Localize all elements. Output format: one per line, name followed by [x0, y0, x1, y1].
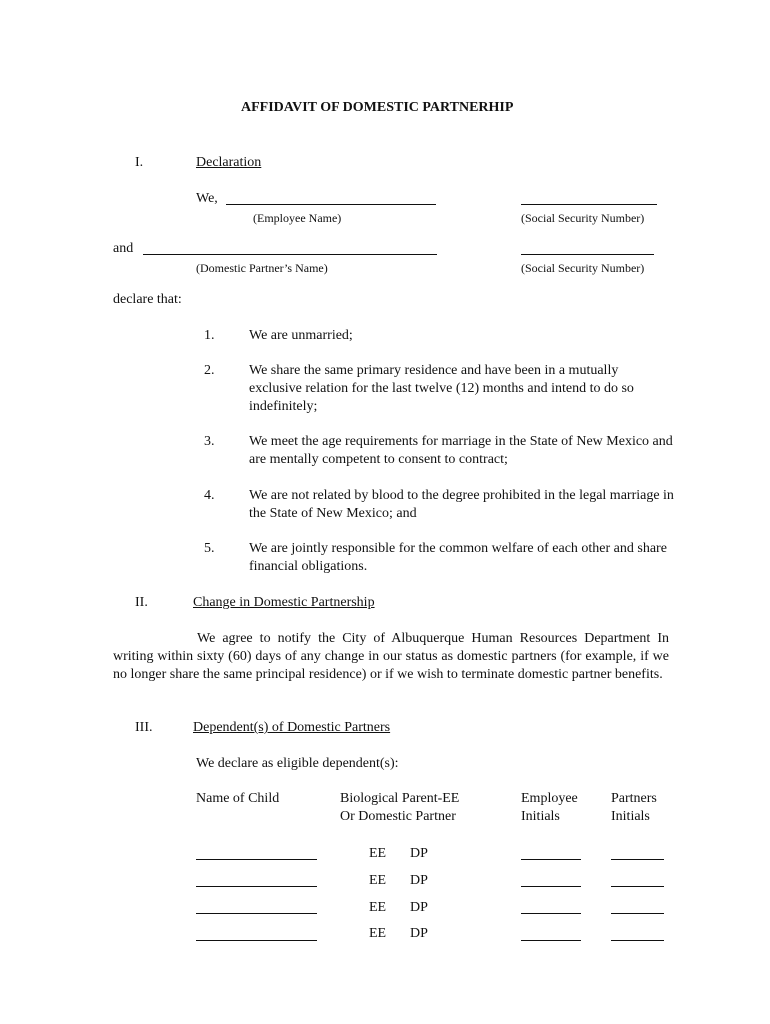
employee-initials-line[interactable] — [521, 940, 581, 941]
dp-option[interactable]: DP — [410, 900, 428, 915]
item-4-number: 4. — [204, 488, 215, 503]
section-2-numeral: II. — [135, 595, 148, 610]
item-3-text: We meet the age requirements for marriage in the State of New Mexico and are mentally competent to consent to contract; — [249, 434, 673, 467]
col-child-name: Name of Child — [196, 791, 280, 806]
dp-option[interactable]: DP — [410, 846, 428, 861]
col-parent-line1: Biological Parent-EE — [340, 791, 460, 806]
partner-ssn-caption: (Social Security Number) — [521, 261, 645, 275]
child-name-line[interactable] — [196, 913, 317, 914]
item-2-text: We share the same primary residence and have been in a mutually exclusive relation for the last twelve (12) months and intend to do so indefinitely; — [249, 363, 634, 414]
item-5-text: We are jointly responsible for the common welfare of each other and share financial obligations. — [249, 541, 667, 574]
employee-ssn-line[interactable] — [521, 204, 657, 205]
partner-initials-line[interactable] — [611, 913, 664, 914]
item-1-text: We are unmarried; — [249, 328, 353, 343]
change-paragraph — [113, 630, 669, 684]
partner-initials-line[interactable] — [611, 886, 664, 887]
ee-option[interactable]: EE — [369, 846, 387, 861]
child-name-line[interactable] — [196, 940, 317, 941]
item-1-number: 1. — [204, 328, 215, 343]
ee-option[interactable]: EE — [369, 926, 387, 941]
and-label: and — [113, 241, 134, 256]
change-paragraph-text: We agree to notify the City of Albuquerque Human Resources Department In writing within sixty (60) days of any change in our status as domestic partners (for example, if we no longer share the same principal residence) or if we wish to terminate domestic partner benefits. — [113, 631, 669, 682]
dp-option[interactable]: DP — [410, 873, 428, 888]
employee-initials-line[interactable] — [521, 886, 581, 887]
col-partners-line2: Initials — [611, 809, 650, 824]
item-4-text: We are not related by blood to the degree prohibited in the legal marriage in the State of New Mexico; and — [249, 488, 674, 521]
employee-name-caption: (Employee Name) — [253, 211, 342, 225]
item-2-number: 2. — [204, 363, 215, 378]
col-employee-line1: Employee — [521, 791, 578, 806]
col-employee-line2: Initials — [521, 809, 560, 824]
partner-initials-line[interactable] — [611, 940, 664, 941]
child-name-line[interactable] — [196, 859, 317, 860]
employee-name-line[interactable] — [226, 204, 436, 205]
item-3-number: 3. — [204, 434, 215, 449]
partner-name-caption: (Domestic Partner’s Name) — [196, 261, 328, 275]
child-name-line[interactable] — [196, 886, 317, 887]
ee-option[interactable]: EE — [369, 900, 387, 915]
employee-initials-line[interactable] — [521, 913, 581, 914]
section-3-numeral: III. — [135, 720, 153, 735]
col-parent-line2: Or Domestic Partner — [340, 809, 456, 824]
dependents-intro: We declare as eligible dependent(s): — [196, 756, 399, 771]
employee-ssn-caption: (Social Security Number) — [521, 211, 645, 225]
declare-that-text: declare that: — [113, 292, 182, 307]
section-1-numeral: I. — [135, 155, 144, 170]
partner-ssn-line[interactable] — [521, 254, 654, 255]
item-5-number: 5. — [204, 541, 215, 556]
ee-option[interactable]: EE — [369, 873, 387, 888]
employee-initials-line[interactable] — [521, 859, 581, 860]
section-3-heading: Dependent(s) of Domestic Partners — [193, 720, 391, 735]
dp-option[interactable]: DP — [410, 926, 428, 941]
partner-initials-line[interactable] — [611, 859, 664, 860]
we-label: We, — [196, 191, 218, 206]
col-partners-line1: Partners — [611, 791, 657, 806]
section-1-heading: Declaration — [196, 155, 262, 170]
document-title: AFFIDAVIT OF DOMESTIC PARTNERHIP — [241, 100, 514, 115]
partner-name-line[interactable] — [143, 254, 437, 255]
section-2-heading: Change in Domestic Partnership — [193, 595, 375, 610]
